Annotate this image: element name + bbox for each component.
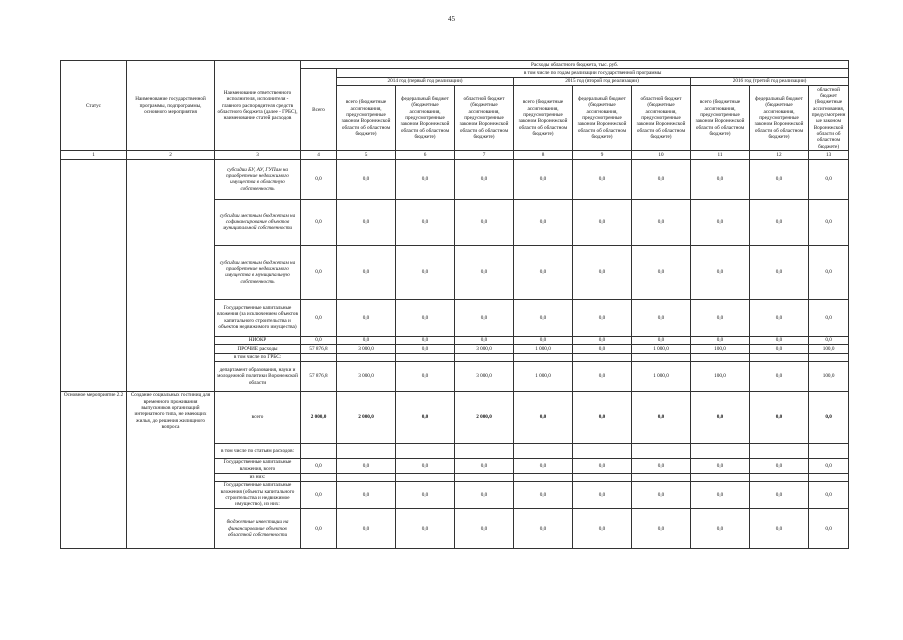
expense-article-label: Государственные капитальные вложения (за исключением объектов капитального строительства и объектов недвижимого имущества) — [215, 299, 301, 336]
column-number: 11 — [691, 151, 750, 159]
value-cell: 57 876,8 — [301, 361, 337, 391]
col-federal-2014: федеральный бюджет (бюджетные ассигнования, предусмотренные законом Воронежской области об областном бюджете) — [396, 86, 455, 151]
value-cell: 0,0 — [691, 159, 750, 199]
value-cell: 0,0 — [396, 345, 455, 353]
value-cell: 0,0 — [809, 458, 849, 473]
value-cell — [301, 473, 337, 481]
value-cell: 0,0 — [809, 336, 849, 344]
value-cell — [809, 473, 849, 481]
value-cell — [337, 353, 396, 361]
value-cell: 0,0 — [514, 159, 573, 199]
value-cell: 0,0 — [396, 199, 455, 245]
value-cell — [632, 443, 691, 458]
measure-article-label: Государственные капитальные вложения, всего — [215, 458, 301, 473]
value-cell: 0,0 — [632, 159, 691, 199]
value-cell — [809, 443, 849, 458]
column-number: 3 — [215, 151, 301, 159]
value-cell — [301, 443, 337, 458]
value-cell: 0,0 — [632, 199, 691, 245]
value-cell: 0,0 — [301, 159, 337, 199]
value-cell: 0,0 — [337, 199, 396, 245]
value-cell: 0,0 — [632, 245, 691, 299]
value-cell: 1 000,0 — [514, 345, 573, 353]
budget-table — [60, 60, 849, 549]
value-cell: 0,0 — [337, 336, 396, 344]
value-cell: 0,0 — [573, 245, 632, 299]
value-cell: 0,0 — [573, 361, 632, 391]
table-row — [61, 159, 849, 199]
measure-name: Создание социальных гостиниц для временного проживания выпускников организаций интернатного типа, не имеющих жилья, до решения жилищного вопроса — [127, 391, 215, 548]
value-cell: 0,0 — [809, 299, 849, 336]
measure-status: Основное мероприятие 2.2 — [61, 391, 127, 548]
value-cell: 1 000,0 — [632, 361, 691, 391]
incl-program-header: в том числе по годам реализации государственной программы — [337, 69, 849, 77]
value-cell: 0,0 — [750, 159, 809, 199]
value-cell — [632, 353, 691, 361]
value-cell: 0,0 — [573, 345, 632, 353]
value-cell: 0,0 — [750, 391, 809, 443]
value-cell: 0,0 — [514, 509, 573, 549]
by-article-label: в том числе по статьям расходов: — [215, 443, 301, 458]
value-cell — [573, 473, 632, 481]
grbs-label: в том числе по ГРБС: — [215, 353, 301, 361]
value-cell: 0,0 — [396, 299, 455, 336]
expense-article-label: ПРОЧИЕ расходы — [215, 345, 301, 353]
value-cell: 57 876,8 — [301, 345, 337, 353]
value-cell: 100,0 — [809, 345, 849, 353]
value-cell: 0,0 — [691, 245, 750, 299]
value-cell: 0,0 — [396, 245, 455, 299]
value-cell: 1 000,0 — [632, 345, 691, 353]
expense-article-label: субсидии БУ, АУ, ГУПам на приобретение недвижимого имущества в областную собственность — [215, 159, 301, 199]
program-name-header: Наименование государственной программы, подпрограммы, основного мероприятия — [127, 61, 215, 151]
column-number: 10 — [632, 151, 691, 159]
value-cell — [455, 443, 514, 458]
value-cell: 0,0 — [337, 509, 396, 549]
value-cell: 0,0 — [301, 336, 337, 344]
value-cell: 0,0 — [632, 458, 691, 473]
value-cell — [396, 473, 455, 481]
value-cell: 3 000,0 — [337, 361, 396, 391]
value-cell: 0,0 — [750, 299, 809, 336]
column-number: 2 — [127, 151, 215, 159]
value-cell: 0,0 — [455, 299, 514, 336]
value-cell: 0,0 — [632, 481, 691, 508]
value-cell: 0,0 — [691, 391, 750, 443]
value-cell — [455, 353, 514, 361]
col-federal-2015: федеральный бюджет (бюджетные ассигнования, предусмотренные законом Воронежской области об областном бюджете) — [573, 86, 632, 151]
value-cell: 1 000,0 — [514, 361, 573, 391]
measure-total-label: всего — [215, 391, 301, 443]
value-cell: 0,0 — [750, 336, 809, 344]
expense-article-label: НИОКР — [215, 336, 301, 344]
column-number: 7 — [455, 151, 514, 159]
value-cell — [301, 353, 337, 361]
col-total-2015: всего (бюджетные ассигнования, предусмотренные законом Воронежской области об областном бюджете) — [514, 86, 573, 151]
value-cell: 0,0 — [301, 509, 337, 549]
value-cell: 0,0 — [750, 509, 809, 549]
value-cell: 0,0 — [396, 391, 455, 443]
value-cell: 0,0 — [455, 159, 514, 199]
measure-article-label: бюджетные инвестиции на финансирование объектов областной собственности — [215, 509, 301, 549]
value-cell — [809, 353, 849, 361]
value-cell: 0,0 — [573, 391, 632, 443]
column-number: 4 — [301, 151, 337, 159]
value-cell: 0,0 — [632, 509, 691, 549]
value-cell: 0,0 — [750, 481, 809, 508]
value-cell: 0,0 — [301, 245, 337, 299]
department-label: департамент образования, науки и молодежной политики Воронежской области — [215, 361, 301, 391]
col-regional-2015: областной бюджет (бюджетные ассигнования, предусмотренные законом Воронежской области об областном бюджете) — [632, 86, 691, 151]
col-total-2016: всего (бюджетные ассигнования, предусмотренные законом Воронежской области об областном бюджете) — [691, 86, 750, 151]
value-cell: 0,0 — [691, 481, 750, 508]
value-cell: 0,0 — [573, 159, 632, 199]
value-cell: 0,0 — [514, 391, 573, 443]
column-number: 8 — [514, 151, 573, 159]
value-cell: 0,0 — [301, 199, 337, 245]
value-cell: 0,0 — [809, 391, 849, 443]
column-number-row — [61, 151, 849, 159]
value-cell — [573, 353, 632, 361]
value-cell: 0,0 — [396, 509, 455, 549]
value-cell: 100,0 — [691, 345, 750, 353]
value-cell: 0,0 — [632, 336, 691, 344]
value-cell — [750, 443, 809, 458]
value-cell: 0,0 — [301, 481, 337, 508]
value-cell — [514, 353, 573, 361]
value-cell: 0,0 — [809, 509, 849, 549]
value-cell: 0,0 — [396, 458, 455, 473]
value-cell: 0,0 — [337, 458, 396, 473]
value-cell: 0,0 — [573, 481, 632, 508]
col-regional-2014: областной бюджет (бюджетные ассигнования, предусмотренные законом Воронежской области об областном бюджете) — [455, 86, 514, 151]
value-cell — [337, 443, 396, 458]
value-cell: 0,0 — [455, 481, 514, 508]
value-cell: 0,0 — [301, 458, 337, 473]
value-cell: 100,0 — [809, 361, 849, 391]
value-cell: 0,0 — [455, 336, 514, 344]
value-cell: 2 000,0 — [455, 391, 514, 443]
value-cell — [396, 353, 455, 361]
value-cell: 0,0 — [396, 159, 455, 199]
value-cell: 0,0 — [691, 199, 750, 245]
expenses-title: Расходы областного бюджета, тыс. руб. — [301, 61, 849, 69]
value-cell — [750, 353, 809, 361]
value-cell: 0,0 — [455, 458, 514, 473]
measure-article-label: из них: — [215, 473, 301, 481]
value-cell — [691, 353, 750, 361]
value-cell: 0,0 — [396, 336, 455, 344]
value-cell: 0,0 — [396, 481, 455, 508]
value-cell: 0,0 — [337, 299, 396, 336]
expense-article-label: субсидии местным бюджетам на софинансирование объектов муниципальной собственности — [215, 199, 301, 245]
value-cell: 0,0 — [809, 159, 849, 199]
column-number: 6 — [396, 151, 455, 159]
value-cell: 0,0 — [337, 245, 396, 299]
value-cell: 3 000,0 — [337, 345, 396, 353]
page-number: 45 — [448, 15, 455, 23]
value-cell: 0,0 — [573, 199, 632, 245]
value-cell: 0,0 — [514, 336, 573, 344]
value-cell: 0,0 — [750, 199, 809, 245]
value-cell: 0,0 — [691, 299, 750, 336]
value-cell: 0,0 — [809, 481, 849, 508]
value-cell — [337, 473, 396, 481]
value-cell — [396, 443, 455, 458]
value-cell — [691, 473, 750, 481]
value-cell — [455, 473, 514, 481]
value-cell: 0,0 — [301, 299, 337, 336]
executor-header: Наименование ответственного исполнителя, исполнителя - главного распорядителя средств областного бюджета (далее - ГРБС), наименование статей расходов — [215, 61, 301, 151]
value-cell: 0,0 — [396, 361, 455, 391]
value-cell — [573, 443, 632, 458]
column-number: 13 — [809, 151, 849, 159]
measure-article-label: Государственные капитальные вложения (объекты капитального строительства и недвижимое имущество), из них: — [215, 481, 301, 508]
value-cell: 100,0 — [691, 361, 750, 391]
total-header: Всего — [301, 69, 337, 151]
value-cell: 0,0 — [691, 458, 750, 473]
value-cell: 0,0 — [750, 361, 809, 391]
column-number: 1 — [61, 151, 127, 159]
header-row-1 — [61, 61, 849, 69]
value-cell: 0,0 — [809, 199, 849, 245]
value-cell: 2 000,0 — [337, 391, 396, 443]
value-cell: 0,0 — [691, 509, 750, 549]
value-cell: 2 000,0 — [301, 391, 337, 443]
value-cell: 0,0 — [455, 509, 514, 549]
value-cell: 0,0 — [750, 245, 809, 299]
value-cell: 0,0 — [809, 245, 849, 299]
value-cell: 3 000,0 — [455, 345, 514, 353]
value-cell — [750, 473, 809, 481]
value-cell: 0,0 — [455, 245, 514, 299]
col-total-2014: всего (бюджетные ассигнования, предусмотренные законом Воронежской области об областном бюджете) — [337, 86, 396, 151]
value-cell: 0,0 — [514, 299, 573, 336]
value-cell: 0,0 — [750, 345, 809, 353]
value-cell: 0,0 — [514, 481, 573, 508]
value-cell: 0,0 — [514, 245, 573, 299]
value-cell: 0,0 — [573, 299, 632, 336]
value-cell: 0,0 — [514, 458, 573, 473]
table-row — [61, 391, 849, 443]
value-cell: 0,0 — [573, 509, 632, 549]
value-cell — [632, 473, 691, 481]
col-federal-2016: федеральный бюджет (бюджетные ассигнования, предусмотренные законом Воронежской области об областном бюджете) — [750, 86, 809, 151]
value-cell — [514, 443, 573, 458]
value-cell — [514, 473, 573, 481]
column-number: 12 — [750, 151, 809, 159]
value-cell: 0,0 — [337, 481, 396, 508]
status-cell — [61, 159, 127, 391]
column-number: 9 — [573, 151, 632, 159]
value-cell: 0,0 — [632, 299, 691, 336]
column-number: 5 — [337, 151, 396, 159]
value-cell: 0,0 — [337, 159, 396, 199]
value-cell: 0,0 — [455, 199, 514, 245]
value-cell: 0,0 — [691, 336, 750, 344]
year-2016-header: 2016 год (третий год реализации) — [691, 77, 849, 85]
year-2015-header: 2015 год (второй год реализации) — [514, 77, 691, 85]
value-cell: 0,0 — [632, 391, 691, 443]
year-2014-header: 2014 год (первый год реализации) — [337, 77, 514, 85]
col-regional-2016: областной бюджет (бюджетные ассигнования, предусмотренные законом Воронежской области об областном бюджете) — [809, 86, 849, 151]
expense-article-label: субсидии местным бюджетам на приобретение недвижимого имущества в муниципальную собственность — [215, 245, 301, 299]
status-header: Статус — [61, 61, 127, 151]
value-cell: 0,0 — [573, 458, 632, 473]
value-cell: 0,0 — [750, 458, 809, 473]
value-cell: 0,0 — [514, 199, 573, 245]
value-cell: 3 000,0 — [455, 361, 514, 391]
value-cell: 0,0 — [573, 336, 632, 344]
value-cell — [691, 443, 750, 458]
program-name-cell — [127, 159, 215, 391]
